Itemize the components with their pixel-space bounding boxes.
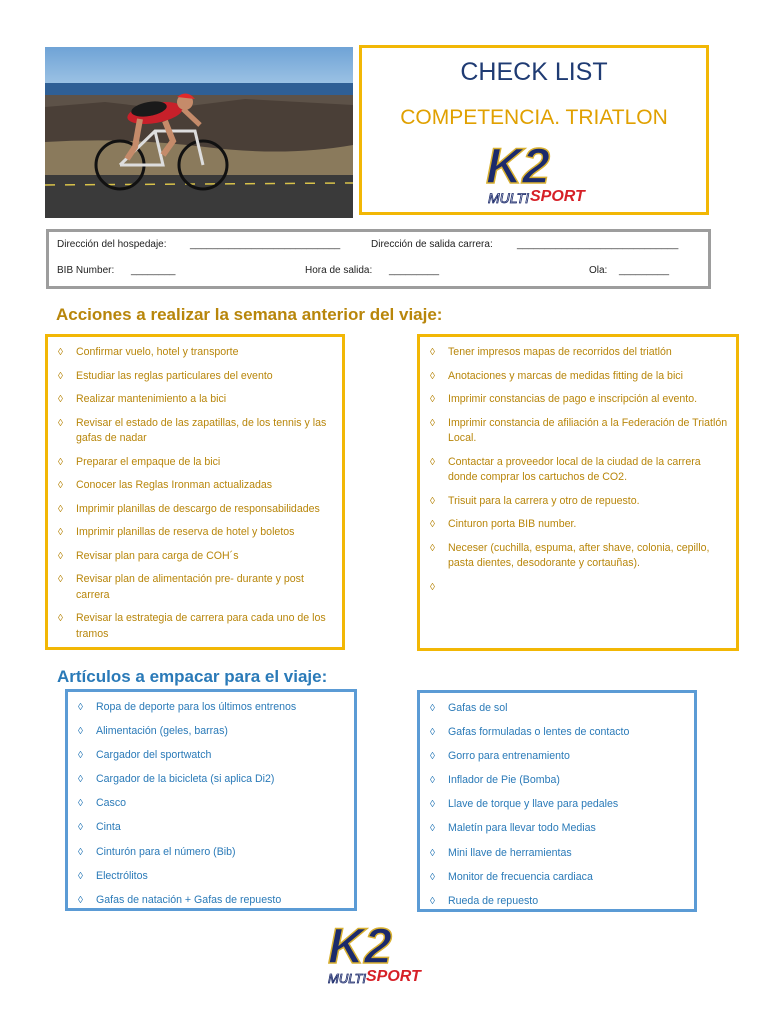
checklist-item-label: Imprimir constancias de pago e inscripción al evento. (448, 393, 698, 405)
diamond-bullet-icon: ◊ (430, 417, 435, 429)
checklist-item-label: Imprimir planillas de descargo de responsabilidades (76, 502, 320, 515)
checklist-item-label: Revisar el estado de las zapatillas, de los tennis y las gafas de nadar (76, 416, 327, 444)
logo-sport-text: SPORT (530, 188, 585, 205)
checklist-item[interactable] (428, 821, 688, 837)
checklist-item[interactable] (76, 700, 348, 716)
diamond-bullet-icon: ◊ (430, 727, 435, 739)
checklist-item-label: Anotaciones y marcas de medidas fitting de la bici (448, 369, 683, 382)
checklist-item-label: Cargador del sportwatch (96, 749, 212, 762)
logo-main-text: K2 (486, 138, 550, 194)
week-before-right-list (417, 334, 739, 651)
diamond-bullet-icon: ◊ (430, 871, 435, 883)
logo-bottom-multi-text: MULTI (328, 971, 367, 986)
packing-right-list (417, 690, 697, 912)
checklist-item-label: Estudiar las reglas particulares del evento (76, 369, 273, 382)
diamond-bullet-icon: ◊ (78, 894, 83, 906)
checklist-item[interactable] (56, 502, 336, 518)
k2-multisport-logo-bottom (324, 915, 424, 989)
diamond-bullet-icon: ◊ (58, 613, 63, 624)
checklist-item-label: Llave de torque y llave para pedales (448, 798, 619, 811)
diamond-bullet-icon: ◊ (430, 895, 435, 907)
diamond-bullet-icon: ◊ (58, 574, 63, 585)
checklist-item[interactable] (76, 724, 348, 740)
departure-field[interactable]: _________ (389, 265, 440, 276)
checklist-item-label: Alimentación (geles, barras) (96, 725, 228, 738)
checklist-item[interactable] (56, 549, 336, 565)
diamond-bullet-icon: ◊ (430, 847, 435, 859)
checklist-item-label: Imprimir constancia de afiliación a la Federación de Triatlón Local. (448, 416, 728, 444)
lodging-field[interactable]: ___________________________ (190, 239, 341, 250)
checklist-item-label: Inflador de Pie (Bomba) (448, 774, 560, 787)
logo-multi-text: MULTI (488, 190, 529, 206)
checklist-item-label: Rueda de repuesto (448, 894, 539, 907)
week-before-left-list (45, 334, 345, 650)
diamond-bullet-icon: ◊ (430, 799, 435, 811)
checklist-item-label: Cinta (96, 821, 121, 834)
checklist-item-label: Gorro para entrenamiento (448, 750, 570, 763)
checklist-item[interactable] (428, 725, 688, 741)
diamond-bullet-icon: ◊ (430, 542, 435, 554)
diamond-bullet-icon: ◊ (430, 347, 435, 358)
checklist-item[interactable] (428, 517, 730, 533)
bib-label: BIB Number: (57, 265, 115, 276)
checklist-item[interactable] (428, 369, 730, 385)
logo-bottom-main-text: K2 (328, 918, 392, 974)
checklist-item[interactable] (428, 494, 730, 510)
diamond-bullet-icon: ◊ (430, 370, 435, 382)
checklist-item-label: Maletín para llevar todo Medias (448, 822, 596, 835)
diamond-bullet-icon: ◊ (430, 775, 435, 787)
checklist-item[interactable] (428, 846, 688, 862)
checklist-item-label: Realizar mantenimiento a la bici (76, 393, 227, 405)
checklist-item-label: Neceser (cuchilla, espuma, after shave, colonia, cepillo, pasta dientes, desodorante y cortauñas). (448, 541, 710, 569)
diamond-bullet-icon: ◊ (58, 417, 63, 429)
diamond-bullet-icon: ◊ (78, 822, 83, 834)
diamond-bullet-icon: ◊ (430, 394, 435, 405)
bib-field[interactable]: ________ (131, 265, 176, 276)
cyclist-photo (45, 47, 353, 218)
checklist-item[interactable] (76, 772, 348, 788)
checklist-item[interactable] (56, 572, 336, 603)
checklist-item[interactable] (428, 749, 688, 765)
checklist-item-label: Imprimir planillas de reserva de hotel y boletos (76, 526, 295, 538)
checklist-item[interactable] (428, 345, 730, 361)
checklist-item-label: Revisar la estrategia de carrera para cada uno de los tramos (76, 612, 326, 640)
diamond-bullet-icon: ◊ (430, 823, 435, 835)
checklist-item[interactable] (56, 392, 336, 408)
checklist-item[interactable] (428, 541, 730, 572)
diamond-bullet-icon: ◊ (78, 702, 83, 713)
section-packing-title: Artículos a empacar para el viaje: (57, 667, 328, 686)
checklist-item[interactable] (428, 455, 730, 486)
checklist-item[interactable] (76, 748, 348, 764)
checklist-item-label: Ropa de deporte para los últimos entrenos (96, 701, 297, 713)
packing-left-list (65, 689, 357, 911)
checklist-item[interactable] (56, 345, 336, 361)
diamond-bullet-icon: ◊ (78, 798, 83, 810)
diamond-bullet-icon: ◊ (58, 550, 63, 562)
checklist-item[interactable] (76, 893, 348, 909)
checklist-item-label: Tener impresos mapas de recorridos del triatlón (448, 346, 672, 358)
diamond-bullet-icon: ◊ (430, 456, 435, 468)
checklist-item-label: Gafas de sol (448, 702, 508, 714)
checklist-item[interactable] (428, 894, 688, 910)
checklist-item[interactable] (76, 820, 348, 836)
diamond-bullet-icon: ◊ (78, 750, 83, 762)
checklist-item-label: Gafas formuladas o lentes de contacto (448, 726, 630, 739)
checklist-item-label: Monitor de frecuencia cardiaca (448, 870, 593, 883)
diamond-bullet-icon: ◊ (430, 519, 435, 530)
race-exit-label: Dirección de salida carrera: (371, 239, 493, 250)
diamond-bullet-icon: ◊ (78, 726, 83, 738)
checklist-item-label: Revisar plan de alimentación pre- durante y post carrera (76, 573, 304, 601)
checklist-item[interactable] (56, 416, 336, 447)
checklist-item[interactable] (428, 392, 730, 408)
lodging-label: Dirección del hospedaje: (57, 239, 167, 250)
diamond-bullet-icon: ◊ (58, 370, 63, 382)
checklist-item[interactable] (56, 478, 336, 494)
race-info-box (46, 229, 711, 289)
checklist-item[interactable] (428, 870, 688, 886)
section-week-before-title: Acciones a realizar la semana anterior del viaje: (56, 305, 443, 324)
wave-label: Ola: (589, 265, 608, 276)
diamond-bullet-icon: ◊ (58, 394, 63, 405)
diamond-bullet-icon: ◊ (78, 774, 83, 786)
departure-label: Hora de salida: (305, 265, 373, 276)
diamond-bullet-icon: ◊ (58, 503, 63, 515)
page-title: CHECK LIST (460, 58, 608, 86)
diamond-bullet-icon: ◊ (58, 527, 63, 538)
race-exit-field[interactable]: _____________________________ (517, 239, 679, 250)
checklist-item[interactable] (76, 845, 348, 861)
checklist-item[interactable] (428, 797, 688, 813)
diamond-bullet-icon: ◊ (430, 495, 435, 507)
checklist-item-label: Electrólitos (96, 869, 148, 882)
checklist-item[interactable] (56, 611, 336, 642)
diamond-bullet-icon: ◊ (58, 456, 63, 468)
checklist-item[interactable] (76, 869, 348, 885)
checklist-item-label: Cinturon porta BIB number. (448, 518, 577, 530)
wave-field[interactable]: _________ (619, 265, 670, 276)
checklist-item[interactable] (76, 796, 348, 812)
diamond-bullet-icon: ◊ (78, 846, 83, 858)
logo-bottom-sport-text: SPORT (366, 968, 421, 985)
diamond-bullet-icon: ◊ (58, 347, 63, 358)
checklist-item-label: Conocer las Reglas Ironman actualizadas (76, 479, 273, 491)
diamond-bullet-icon: ◊ (58, 480, 63, 491)
checklist-item-label: Trisuit para la carrera y otro de repuesto. (448, 494, 640, 507)
checklist-item[interactable] (428, 773, 688, 789)
checklist-item[interactable] (56, 455, 336, 471)
diamond-bullet-icon: ◊ (430, 751, 435, 763)
page-subtitle: COMPETENCIA. TRIATLON (400, 106, 668, 129)
diamond-bullet-icon: ◊ (78, 870, 83, 882)
checklist-item-label: Revisar plan para carga de COH´s (76, 549, 239, 562)
checklist-item-label: Casco (96, 797, 127, 810)
checklist-item-label: Mini llave de herramientas (448, 846, 572, 859)
checklist-item[interactable] (428, 416, 730, 447)
checklist-item[interactable] (56, 369, 336, 385)
checklist-item-label: Contactar a proveedor local de la ciudad de la carrera donde comprar los cartuchos de CO2. (448, 455, 701, 483)
k2-multisport-logo (480, 137, 590, 209)
checklist-item-label: Cinturón para el número (Bib) (96, 845, 236, 858)
checklist-item-label: Cargador de la bicicleta (si aplica Di2) (96, 773, 275, 786)
checklist-item-label: Confirmar vuelo, hotel y transporte (76, 346, 239, 358)
checklist-item[interactable] (428, 701, 688, 717)
checklist-item-label: Preparar el empaque de la bici (76, 455, 221, 468)
diamond-bullet-icon: ◊ (430, 581, 435, 593)
diamond-bullet-icon: ◊ (430, 703, 435, 714)
checklist-item-label: Gafas de natación + Gafas de repuesto (96, 893, 282, 906)
checklist-item[interactable] (56, 525, 336, 541)
